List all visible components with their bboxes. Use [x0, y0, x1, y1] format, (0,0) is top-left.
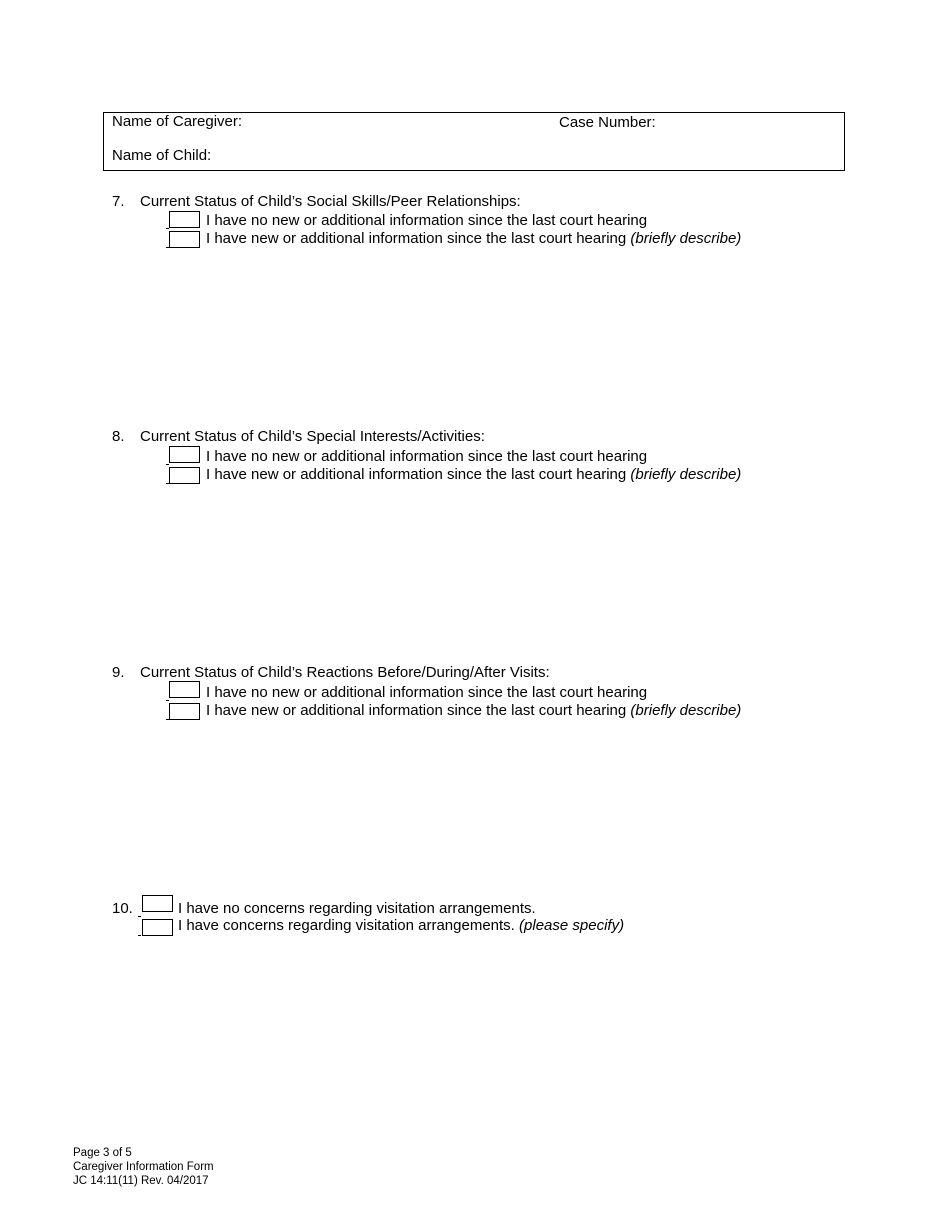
question-number: 8. — [112, 428, 125, 445]
question-title — [112, 193, 521, 210]
form-code: JC 14:11(11) Rev. 04/2017 — [73, 1175, 209, 1187]
new-info-text: I have new or additional information since the last court hearing — [206, 466, 627, 483]
new-info-checkbox[interactable] — [169, 467, 200, 484]
case-info-box — [103, 112, 845, 171]
form-footer — [73, 1146, 214, 1188]
concerns-hint: (please specify) — [519, 917, 625, 934]
concerns-label — [178, 917, 624, 934]
question-text: Current Status of Child’s Reactions Before/During/After Visits: — [140, 664, 550, 681]
concerns-checkbox[interactable] — [142, 919, 173, 936]
no-new-info-checkbox[interactable] — [169, 211, 200, 228]
new-info-text: I have new or additional information since the last court hearing — [206, 702, 627, 719]
child-name-label: Name of Child: — [112, 147, 212, 164]
checkbox-tick-mark — [166, 700, 169, 701]
question-number: 7. — [112, 193, 125, 210]
new-info-checkbox[interactable] — [169, 703, 200, 720]
no-new-info-checkbox[interactable] — [169, 681, 200, 698]
concerns-text: I have concerns regarding visitation arrangements. — [178, 917, 515, 934]
page-number: Page 3 of 5 — [73, 1147, 132, 1159]
no-new-info-label: I have no new or additional information since the last court hearing — [206, 212, 648, 229]
new-info-label — [206, 230, 741, 247]
caregiver-name-label: Name of Caregiver: — [112, 113, 243, 130]
checkbox-tick-mark — [138, 916, 141, 917]
case-number-label: Case Number: — [559, 114, 656, 131]
new-info-label — [206, 466, 741, 483]
new-info-checkbox[interactable] — [169, 231, 200, 248]
new-info-label — [206, 702, 741, 719]
question-text: Current Status of Child’s Social Skills/Peer Relationships: — [140, 193, 521, 210]
no-concerns-label: I have no concerns regarding visitation arrangements. — [178, 900, 536, 917]
no-new-info-label: I have no new or additional information since the last court hearing — [206, 684, 648, 701]
new-info-text: I have new or additional information since the last court hearing — [206, 230, 627, 247]
no-new-info-label: I have no new or additional information since the last court hearing — [206, 448, 648, 465]
question-number: 10. — [112, 900, 133, 917]
checkbox-tick-mark — [138, 935, 141, 936]
question-title — [112, 664, 550, 681]
form-name: Caregiver Information Form — [73, 1161, 214, 1173]
new-info-hint: (briefly describe) — [630, 466, 742, 483]
question-number: 9. — [112, 664, 125, 681]
question-text: Current Status of Child’s Special Interests/Activities: — [140, 428, 485, 445]
new-info-hint: (briefly describe) — [630, 702, 742, 719]
new-info-hint: (briefly describe) — [630, 230, 742, 247]
checkbox-tick-mark — [166, 464, 169, 465]
checkbox-tick-mark — [166, 228, 169, 229]
question-title — [112, 428, 485, 445]
no-new-info-checkbox[interactable] — [169, 446, 200, 463]
no-concerns-checkbox[interactable] — [142, 895, 173, 912]
